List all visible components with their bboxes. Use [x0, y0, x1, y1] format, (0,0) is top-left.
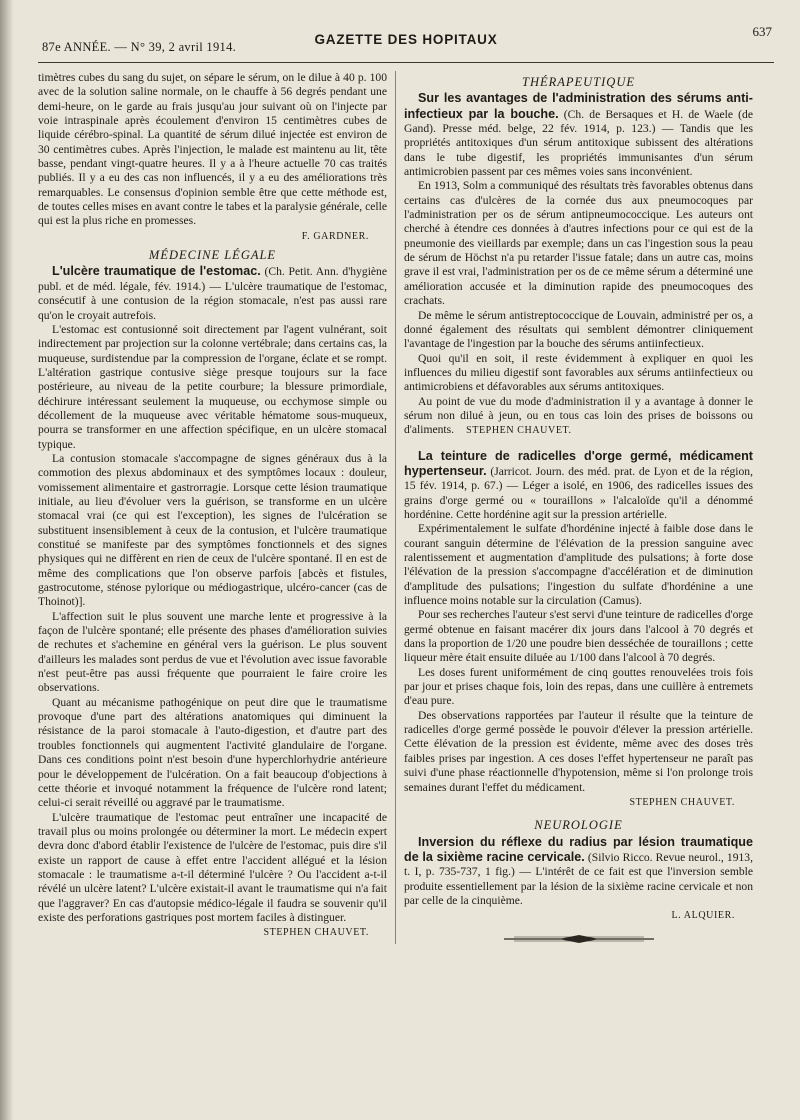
paragraph: L'estomac est contusionné soit directement par l'agent vulnérant, soit indirectement par projection sur la colonne vertébrale; dans certains cas, la muqueuse, surdistendue par la compression de l'organe, éclate et se rompt. L'altération gastrique contusive siège presque toujours sur la face postérieure, au niveau de la petite courbure; la blessure primordiale, déchirure intéressant seulement la muqueuse, ou ecchymose simple ou décollement de la muqueuse avec véritable hématome sous-muqueux, pourra se transformer en une affection spécifique, en un ulcère stomacal typique.	[38, 322, 387, 451]
issue-line: 87e ANNÉE. — N° 39, 2 avril 1914.	[42, 40, 237, 54]
article-title-serums: Sur les avantages de l'administration des sérums anti-infectieux par la bouche.	[404, 91, 753, 121]
article-radius-intro	[404, 835, 753, 909]
article-title-radius: Inversion du réflexe du radius par lésion traumatique de la sixième racine cervicale.	[404, 834, 753, 864]
page-number: 637	[752, 24, 772, 39]
left-column	[38, 71, 395, 944]
paragraph: Au point de vue du mode d'administration il y a avantage à donner le sérum non dilué à jeun, ou en tous cas loin des prises de boissons ou d'aliments.	[404, 394, 753, 437]
paragraph: Expérimentalement le sulfate d'hordénine injecté à faible dose dans le courant sanguin détermine de l'élévation de la pression sanguine avec ralentissement et augmentation d'amplitude des pulsations; à forte dose l'élévation de la pression s'accompagne d'accélération et de diminution d'amplitude des pulsations; l'ingestion du sulfate d'hordénine a une influence moins notable sur la circulation (Camus).	[404, 522, 753, 608]
paragraph: En 1913, Solm a communiqué des résultats très favorables obtenus dans certains cas d'ulcères de la cornée dus aux pneumocoques par l'administration per os de sérum antipneumococcique. Les auteurs ont cherché à étendre ces données à d'autres infections pour ce qui est de la pneumonie des vieillards par exemple; dans un cas l'ingestion sous la peau de sérum de Höchst n'a pu retarder l'issue fatale; dans un autre cas, moins grave il est vrai, l'administration per os de ce même sérum a déterminé une amélioration accusée et la diminution rapide des pneumocoques des crachats.	[404, 179, 753, 308]
continuation-text: timètres cubes du sang du sujet, on sépare le sérum, on le dilue à 40 p. 100 avec de la solution saline normale, on le chauffe à 56 degrés pendant une demi-heure, on le garde au frais jusqu'au jour suivant où on l'injecte par voie intraspinale après écoulement d'environ 15 centimètres cubes de liquide cérébro-spinal. La quantité de sérum dilué injectée est environ de 30 centimètres cubes. Après l'injection, le malade est maintenu au lit, tête basse, pendant vingt-quatre heures. Il y a à l'heure actuelle 70 cas traités publiés. Il y a eu des cas non influencés, il y a eu des améliorations très remarquables. Le consensus d'opinion semble être que cette méthode est, de toutes celles mises en avant contre le tabes et la paralysie générale, celle qui est la plus riche en promesses.	[38, 71, 387, 228]
right-column	[395, 71, 753, 944]
paragraph: De même le sérum antistreptococcique de Louvain, administré per os, a donné également des résultats qui semblent démontrer cliniquement l'avantage de l'ingestion par la bouche des sérums antiinfectieux.	[404, 308, 753, 351]
ornamental-rule-icon	[504, 934, 654, 944]
paragraph: Quant au mécanisme pathogénique on peut dire que le traumatisme provoque d'une part des altérations anatomiques qui diminuent la résistance de la paroi stomacale à l'auto-digestion, et d'autre part des troubles fonctionnels qui augmentent l'activité glandulaire de l'organe. Dans ces conditions point n'est besoin d'une hyperchlorhydrie antérieure pour le développement de l'ulcération. On a fait beaucoup d'objections à cette théorie et invoqué notamment la fréquence de l'ulcère rond latent; celui-ci serait réveillé ou aggravé par le traumatisme.	[38, 695, 387, 810]
journal-title: GAZETTE DES HOPITAUX	[314, 32, 498, 47]
paragraph: L'affection suit le plus souvent une marche lente et progressive à la façon de l'ulcère spontané; elle présente des phases d'amélioration suivies de rechutes et s'achemine en général vers la guérison. Le plus souvent d'ailleurs les malades sont perdus de vue et l'évolution avec issue favorable n'est peut-être pas aussi fréquente que pourraient le faire croire les observations.	[38, 609, 387, 695]
paragraph-with-signature	[404, 395, 753, 439]
signature-chauvet: STEPHEN CHAUVET.	[629, 796, 735, 808]
two-column-body	[38, 71, 774, 944]
section-medecine-legale: MÉDECINE LÉGALE	[148, 248, 277, 263]
paragraph: Pour ses recherches l'auteur s'est servi d'une teinture de radicelles d'orge germé obtenue en faisant macérer dix jours dans l'alcool à 70 degrés et dans la proportion de 1/20 une poudre bien desséchée de touraillons ; cette liqueur mère était ensuite diluée au 1/100 dans l'alcool à 70 degrés.	[404, 608, 753, 665]
paragraph: La contusion stomacale s'accompagne de signes généraux dus à la commotion des plexus abdominaux et des symptômes locaux : douleur, vomissement alimentaire et gastrorragie. Lorsque cette lésion traumatique initiale, au lieu d'évoluer vers la guérison, se transforme en un ulcère stomacal vrai (ce qui est l'exception), les signes de l'ulcération se substituent insensiblement à ceux de la contusion, et l'ulcère traumatique constitué se manifeste par des symptômes fonctionnels et des signes physiques qui ne diffèrent en rien de ceux de l'ulcère spontané. Il en est de même des complications que l'on observe parfois [abcès et fistules, gastrocutome, sténose pylorique ou médiogastrique, ulcéro-cancer (cas de Thoinot)].	[38, 451, 387, 609]
section-therapeutique: THÉRAPEUTIQUE	[522, 75, 635, 89]
article-title-ulcere: L'ulcère traumatique de l'estomac.	[52, 264, 261, 279]
paragraph: Quoi qu'il en soit, il reste évidemment à expliquer en quoi les influences du milieu digestif sont favorables aux sérums antiinfectieux ou antimicrobiens et défavorables aux sérums antitoxiques.	[404, 351, 753, 394]
paragraph: Des observations rapportées par l'auteur il résulte que la teinture de radicelles d'orge germé possède le pouvoir d'élever la pression artérielle. Cette élévation de la pression est évidente, même avec des doses très faibles prises par ingestion. A ces doses l'effet hypertenseur ne paraît pas suivi d'une phase réactionnelle d'hypotension, même si l'on prolonge trois semaines durant l'effet du médicament.	[404, 708, 753, 794]
page-header	[38, 22, 774, 63]
end-ornament	[404, 934, 753, 944]
paragraph: Les doses furent uniformément de cinq gouttes renouvelées trois fois par jour et prises chaque fois, loin des repas, dans une cuillère à entremets d'eau pure.	[404, 665, 753, 708]
paragraph: L'ulcère traumatique de l'estomac peut entraîner une incapacité de travail plus ou moins prolongée ou déterminer la mort. Le médecin expert devra donc d'abord établir l'existence de l'ulcère de l'estomac, puis dire s'il existe un rapport de cause à effet entre l'accident allégué et la lésion stomacale : le traumatisme a-t-il déterminé l'ulcère ? Ou l'accident a-t-il révélé un ulcère latent? L'ulcère existait-il avant le traumatisme qui n'a fait que l'aggraver? En cas d'autopsie médico-légale il faudra se souvenir qu'il existe des perforations gastriques post mortem faciles à distinguer.	[38, 810, 387, 924]
article-ref-serums: (Ch. de Bersaques et H. de Waele (de Gand). Presse méd. belge, 22 fév. 1914, p. 123.) — Tandis que les propriétés antitoxiques d'un sérum antitoxique subissent des altérations dans le tube digestif, les propriétés immunisantes d'un sérum antimicrobien passent par ces mêmes voies sans inconvénient.	[404, 107, 753, 179]
article-ref-ulcere: (Ch. Petit. Ann. d'hygiène publ. et de méd. légale, fév. 1914.) — L'ulcère traumatique de l'estomac, consécutif à une contusion de la région stomacale, n'est pas aussi rare qu'on le croyait autrefois.	[38, 265, 388, 322]
article-ref-radius: (Silvio Ricco. Revue neurol., 1913, t. I, p. 735-737, 1 fig.) — L'intérêt de ce fait est que l'inversion semble produite essentiellement par la lésion de la sixième racine cervicale et non par celle de la cinquième.	[404, 850, 753, 907]
article-title-orge: La teinture de radicelles d'orge germé, médicament hypertenseur.	[404, 448, 753, 478]
article-ulcere-intro	[38, 264, 387, 322]
binding-shadow	[0, 0, 14, 1120]
article-ref-orge: (Jarricot. Journ. des méd. prat. de Lyon et de la région, 15 fév. 1914, p. 67.) — Léger a isolé, en 1906, des radicelles issues des grains d'orge germé ou « touraillons » l'alcaloïde qu'il a dénommé hordénine. Cette hordénine agit sur la pression artérielle.	[404, 464, 753, 521]
signature-alquier: L. ALQUIER.	[671, 910, 735, 922]
signature-gardner: F. GARDNER.	[301, 230, 369, 242]
article-serums-intro	[404, 91, 753, 179]
signature-chauvet: STEPHEN CHAUVET.	[466, 425, 572, 437]
section-neurologie: NEUROLOGIE	[534, 818, 623, 833]
signature-chauvet: STEPHEN CHAUVET.	[263, 927, 369, 939]
article-orge-intro	[404, 449, 753, 523]
